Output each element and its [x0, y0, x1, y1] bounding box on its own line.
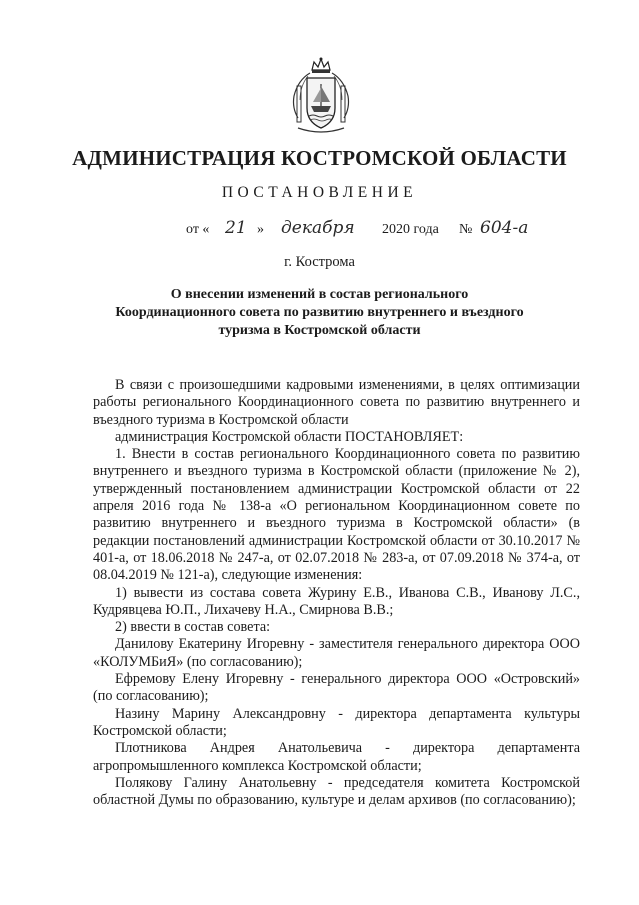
handwritten-month: декабря	[281, 218, 355, 238]
paragraph-member: Полякову Галину Анатольевну - председателя комитета Костромской областной Думы по образованию, культуре и делам архивов (по согласованию);	[93, 774, 580, 809]
handwritten-number: 604-а	[480, 218, 529, 238]
subject-line: туризма в Костромской области	[218, 323, 421, 338]
paragraph-member: Назину Марину Александровну - директора департамента культуры Костромской области;	[93, 705, 580, 739]
paragraph-item-1: 1. Внести в состав регионального Координационного совета по развитию внутреннего и въездного туризма в Костромской области (приложение № 2), утвержденный постановлением администрации Костромской области от 22 апреля 2016 года № 138-а «О региональном Координационном совете по развитию внутреннего и въездного туризма в Костромской области» (в редакции постановлений администрации Костромской области от 30.10.2017 № 401-а, от 18.06.2018 № 247-а, от 02.07.2018 № 283-а, от 07.09.2018 № 374-а, от 08.04.2019 № 121-а), следующие изменения:	[93, 446, 580, 584]
organization-title: АДМИНИСТРАЦИЯ КОСТРОМСКОЙ ОБЛАСТИ	[72, 146, 567, 170]
document-subject	[0, 286, 639, 340]
document-body	[93, 377, 580, 809]
number-sign: №	[459, 222, 473, 237]
date-prefix: от «	[186, 222, 210, 237]
paragraph-resolves: администрация Костромской области ПОСТАНОВЛЯЕТ:	[115, 428, 464, 445]
coat-of-arms-icon	[288, 56, 354, 136]
paragraph-subitem-2: 2) ввести в состав совета:	[115, 619, 271, 636]
subject-line: Координационного совета по развитию внутреннего и въездного	[115, 305, 524, 320]
date-year: 2020 года	[382, 222, 439, 237]
handwritten-day: 21	[225, 218, 247, 238]
subject-line: О внесении изменений в состав регионального	[170, 287, 469, 302]
paragraph-member: Ефремову Елену Игоревну - генерального директора ООО «Островский» (по согласованию);	[93, 671, 580, 705]
document-type: ПОСТАНОВЛЕНИЕ	[221, 184, 418, 201]
paragraph-member: Данилову Екатерину Игоревну - заместителя генерального директора ООО «КОЛУМБиЯ» (по согласованию);	[93, 636, 580, 670]
paragraph-subitem-1: 1) вывести из состава совета Журину Е.В., Иванова С.В., Иванову Л.С., Кудрявцева Ю.П., Лихачеву Н.А., Смирнова В.В.;	[93, 584, 580, 618]
date-quote-close: »	[257, 222, 264, 237]
date-number-line	[0, 218, 639, 244]
city-line: г. Кострома	[284, 254, 355, 270]
paragraph-member: Плотникова Андрея Анатольевича - директора департамента агропромышленного комплекса Костромской области;	[93, 740, 580, 774]
paragraph-preamble: В связи с произошедшими кадровыми изменениями, в целях оптимизации работы регионального Координационного совета по развитию внутреннего и въездного туризма в Костромской области	[93, 377, 580, 428]
